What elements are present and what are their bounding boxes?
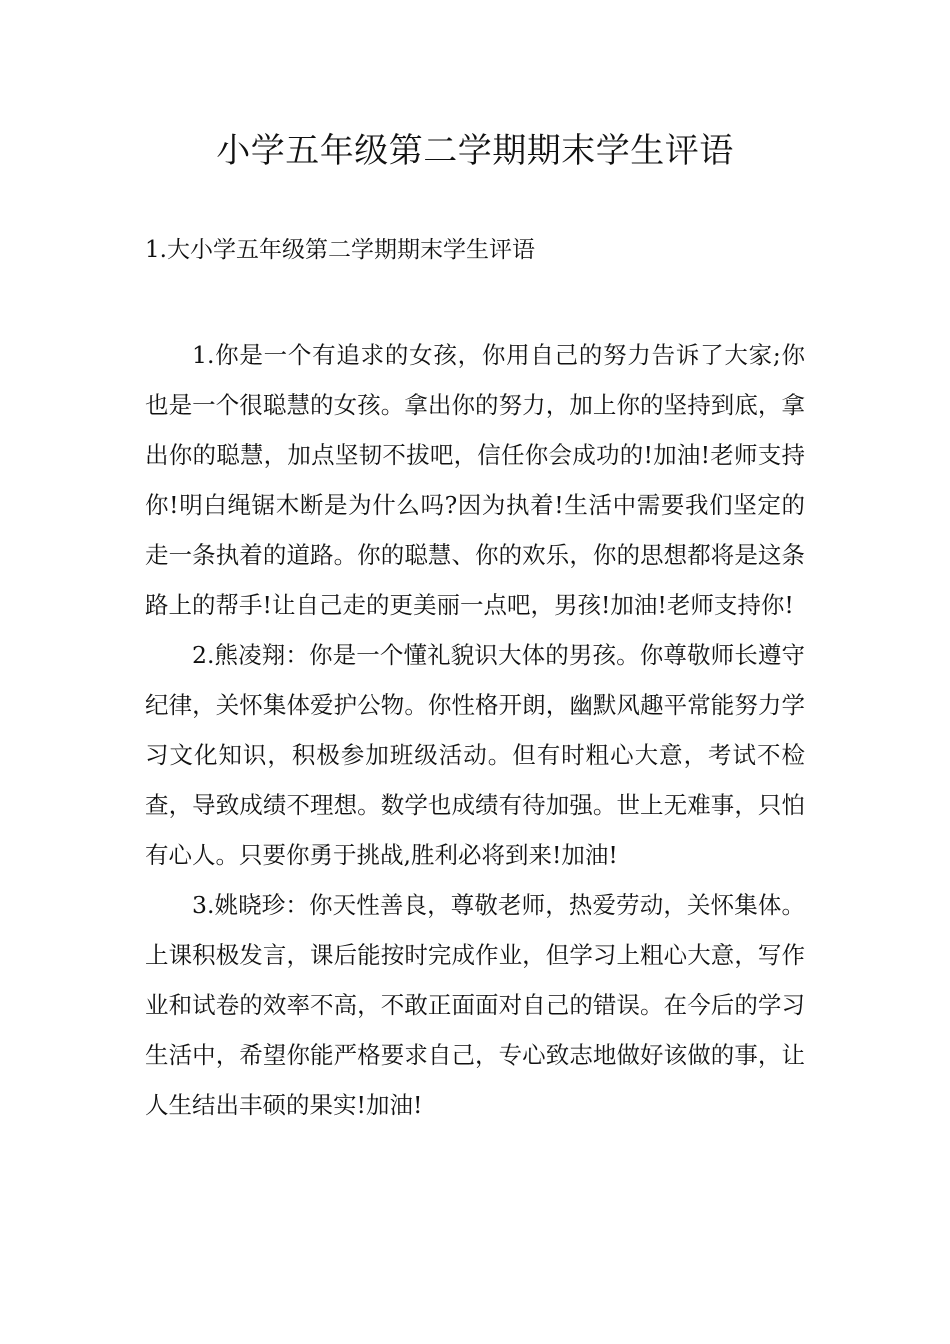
document-body: [145, 330, 805, 1130]
paragraph-1: 1.你是一个有追求的女孩，你用自己的努力告诉了大家;你也是一个很聪慧的女孩。拿出你的努力，加上你的坚持到底，拿出你的聪慧，加点坚韧不拔吧，信任你会成功的!加油!老师支持你!明白绳锯木断是为什么吗?因为执着!生活中需要我们坚定的走一条执着的道路。你的聪慧、你的欢乐，你的思想都将是这条路上的帮手!让自己走的更美丽一点吧，男孩!加油!老师支持你!: [145, 341, 805, 619]
paragraph-2: 2.熊凌翔：你是一个懂礼貌识大体的男孩。你尊敬师长遵守纪律，关怀集体爱护公物。你性格开朗，幽默风趣平常能努力学习文化知识，积极参加班级活动。但有时粗心大意，考试不检查，导致成绩不理想。数学也成绩有待加强。世上无难事，只怕有心人。只要你勇于挑战,胜利必将到来!加油!: [145, 641, 805, 869]
document-title: 小学五年级第二学期期末学生评语: [216, 131, 734, 171]
section-heading: 1.大小学五年级第二学期期末学生评语: [145, 237, 535, 263]
paragraph-3: 3.姚晓珍：你天性善良，尊敬老师，热爱劳动，关怀集体。上课积极发言，课后能按时完成作业，但学习上粗心大意，写作业和试卷的效率不高，不敢正面面对自己的错误。在今后的学习生活中，希望你能严格要求自己，专心致志地做好该做的事，让人生结出丰硕的果实!加油!: [145, 891, 805, 1119]
